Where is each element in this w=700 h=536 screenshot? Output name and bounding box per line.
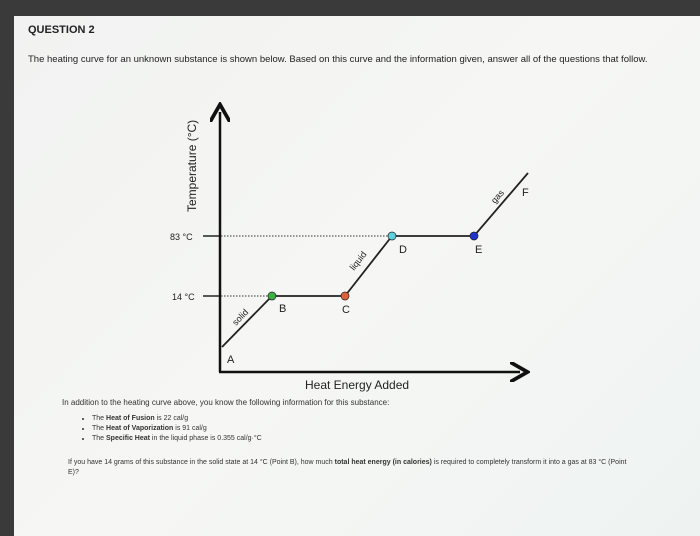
info-lead: In addition to the heating curve above, you know the following information for this substance:: [62, 398, 390, 407]
info-item: • The Heat of Fusion is 22 cal/g: [92, 414, 262, 424]
x-axis-label: Heat Energy Added: [305, 378, 410, 392]
question-prompt: If you have 14 grams of this substance in the solid state at 14 °C (Point B), how much total heat energy (in calories) is required to completely transform it into a gas at 83 °C (Point E)?: [68, 459, 627, 476]
phase-gas-label: gas: [488, 187, 507, 206]
phase-liquid-label: liquid: [347, 249, 369, 273]
point-f-label: F: [522, 187, 529, 199]
point-b-marker: [268, 292, 276, 300]
y-axis-label: Temperature (°C): [185, 119, 199, 212]
info-item: • The Specific Heat in the liquid phase is 0.355 cal/g·°C: [92, 434, 262, 444]
point-d-marker: [388, 232, 396, 240]
point-e-marker: [470, 232, 478, 240]
info-list: [80, 414, 262, 444]
point-a-label: A: [227, 354, 235, 366]
info-item: • The Heat of Vaporization is 91 cal/g: [92, 424, 262, 434]
point-e-label: E: [475, 244, 483, 256]
point-c-marker: [341, 292, 349, 300]
point-c-label: C: [342, 304, 350, 316]
phase-solid-label: solid: [230, 307, 251, 328]
question-intro: The heating curve for an unknown substance is shown below. Based on this curve and the information given, answer all of the questions that follow.: [28, 54, 648, 65]
tick-label-14: 14 °C: [172, 292, 195, 302]
question-title: QUESTION 2: [28, 24, 95, 36]
point-b-label: B: [279, 303, 287, 315]
point-d-label: D: [399, 244, 407, 256]
heating-curve: [222, 173, 528, 347]
tick-label-83: 83 °C: [170, 232, 193, 242]
